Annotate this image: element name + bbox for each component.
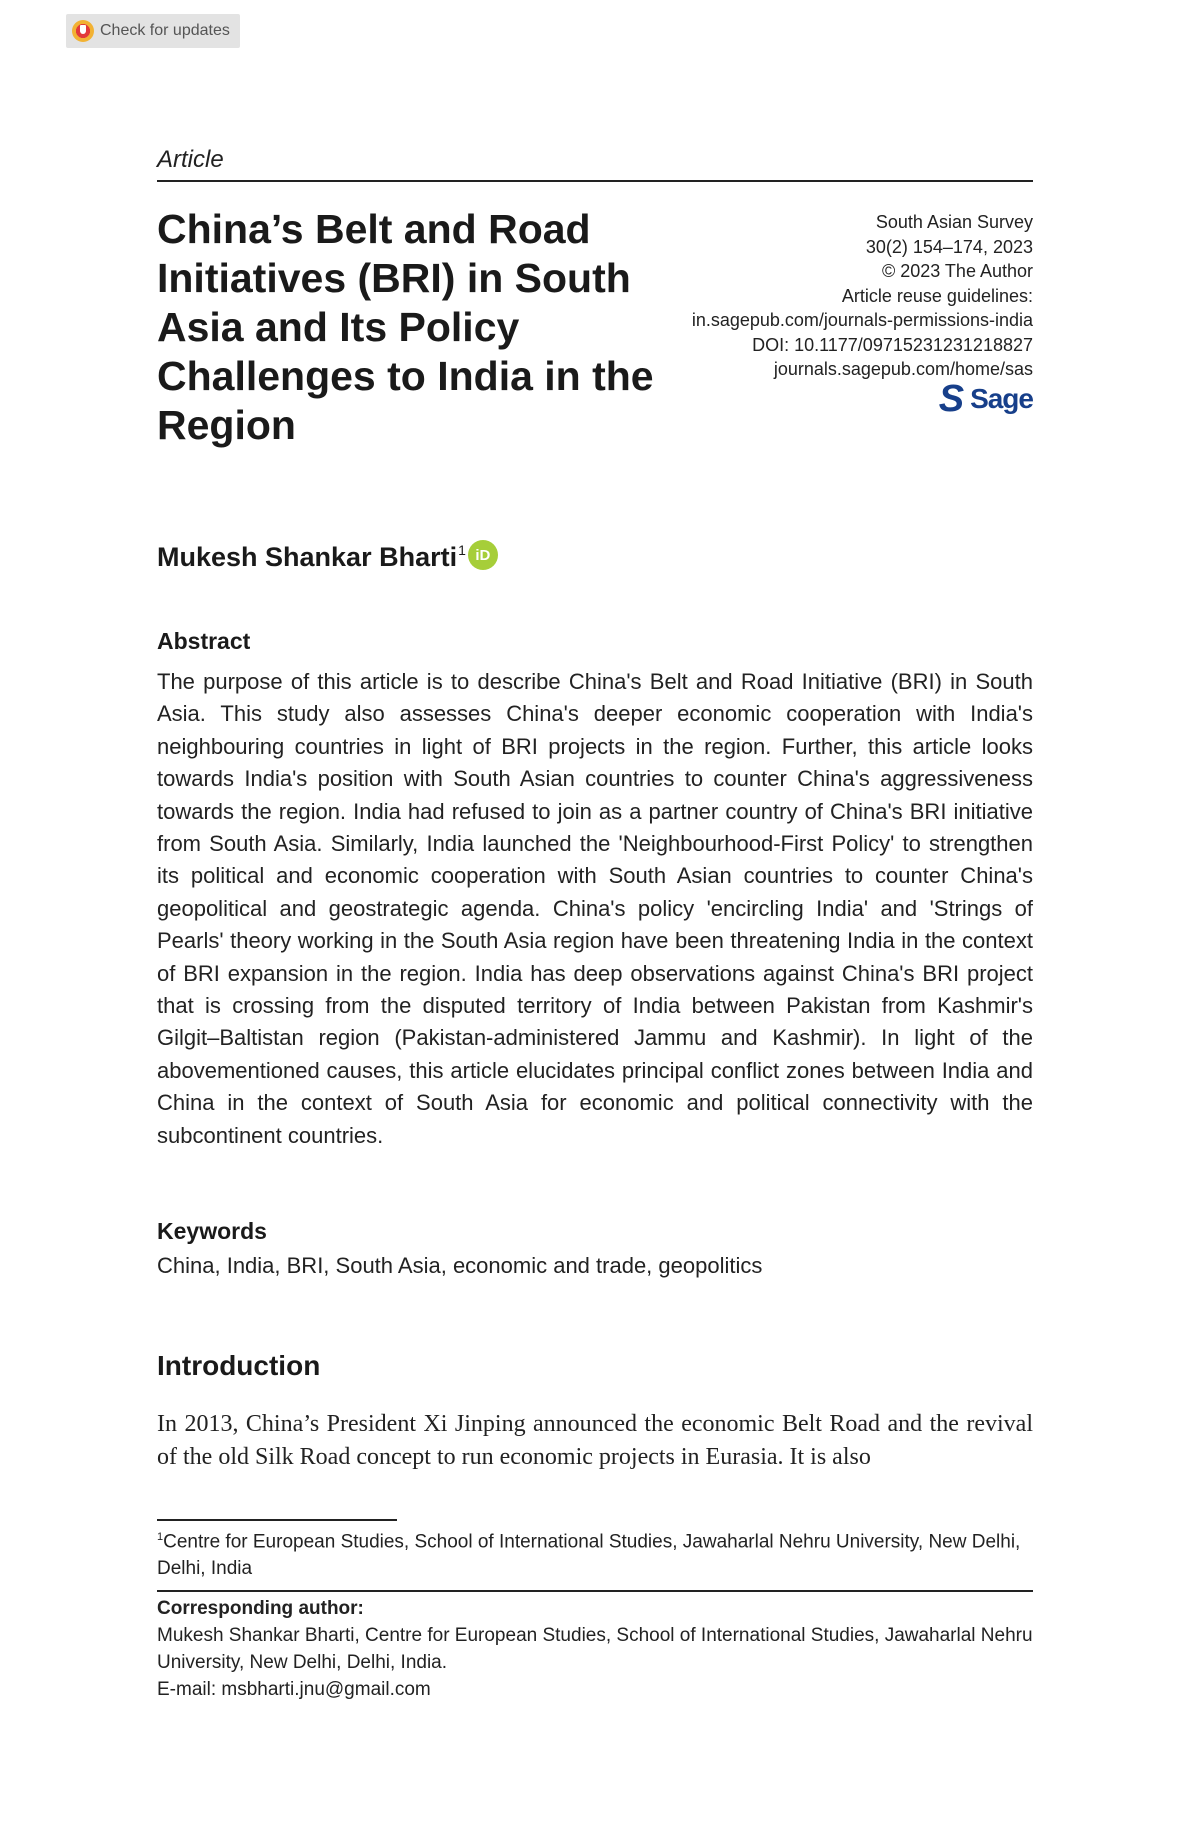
journal-volume: 30(2) 154–174, 2023	[865, 236, 1033, 257]
article-type-label: Article	[157, 146, 224, 173]
corresponding-divider	[157, 1590, 1033, 1592]
journal-metadata	[613, 210, 1033, 382]
corresponding-author-label: Corresponding author:	[157, 1598, 364, 1619]
author-line	[157, 542, 498, 573]
corresponding-author-email[interactable]: E-mail: msbharti.jnu@gmail.com	[157, 1679, 431, 1700]
check-updates-icon	[72, 20, 94, 42]
journal-homepage-link[interactable]: journals.sagepub.com/home/sas	[773, 359, 1033, 379]
corresponding-author-address: Mukesh Shankar Bharti, Centre for European Studies, School of International Studies, Jawaharlal Nehru University, New Delhi, Delhi, India.	[157, 1625, 1033, 1673]
footnote-divider	[157, 1519, 397, 1521]
check-for-updates-button[interactable]	[66, 14, 240, 48]
author-name: Mukesh Shankar Bharti	[157, 542, 458, 572]
author-affiliation-mark: 1	[458, 542, 466, 558]
footnote-mark: 1	[157, 1531, 164, 1543]
corresponding-author-block	[157, 1595, 1033, 1703]
check-for-updates-label: Check for updates	[100, 22, 230, 39]
introduction-heading: Introduction	[157, 1350, 321, 1381]
orcid-icon[interactable]: iD	[468, 540, 498, 570]
sage-logo-mark: S	[938, 378, 965, 420]
keywords-text: China, India, BRI, South Asia, economic and trade, geopolitics	[157, 1253, 763, 1278]
header-divider	[157, 180, 1033, 182]
doi-link[interactable]: DOI: 10.1177/09715231231218827	[752, 334, 1033, 355]
reuse-guidelines-label: Article reuse guidelines:	[841, 285, 1033, 306]
keywords-heading: Keywords	[157, 1218, 267, 1244]
sage-logo-word: Sage	[970, 383, 1033, 414]
introduction-text: In 2013, China’s President Xi Jinping announced the economic Belt Road and the revival of the old Silk Road concept to run economic projects in Eurasia. It is also	[157, 1411, 1033, 1470]
abstract-heading: Abstract	[157, 628, 251, 654]
sage-logo	[939, 380, 1033, 418]
affiliation-footnote	[157, 1524, 1033, 1582]
journal-name: South Asian Survey	[875, 212, 1033, 232]
reuse-guidelines-link[interactable]: in.sagepub.com/journals-permissions-india	[691, 310, 1033, 330]
abstract-text: The purpose of this article is to describe China's Belt and Road Initiative (BRI) in South Asia. This study also assesses China's deeper economic cooperation with India's neighbouring countries in light of BRI projects in the region. Further, this article looks towards India's position with South Asian countries to counter China's aggressiveness towards the region. India had refused to join as a partner country of China's BRI initiative from South Asia. Similarly, India launched the 'Neighbourhood-First Policy' to strengthen its political and economic cooperation with South Asian countries to counter China's geopolitical and geostrategic agenda. China's policy 'encircling India' and 'Strings of Pearls' theory working in the South Asia region have been threatening India in the context of BRI expansion in the region. India has deep observations against China's BRI project that is crossing from the disputed territory of India between Pakistan from Kashmir's Gilgit–Baltistan region (Pakistan-administered Jammu and Kashmir). In light of the abovementioned causes, this article elucidates principal conflict zones between India and China in the context of South Asia for economic and political connectivity with the subcontinent countries.	[157, 669, 1033, 1148]
footnote-text: Centre for European Studies, School of International Studies, Jawaharlal Nehru University, New Delhi, Delhi, India	[157, 1531, 1021, 1580]
article-title: China’s Belt and Road Initiatives (BRI) in South Asia and Its Policy Challenges to India in the Region	[157, 206, 654, 448]
copyright-notice: © 2023 The Author	[881, 261, 1033, 281]
